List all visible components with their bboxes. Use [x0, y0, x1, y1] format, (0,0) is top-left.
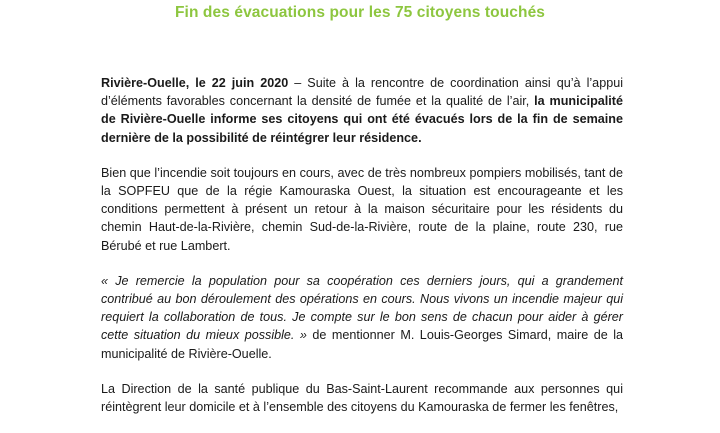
- quote-attribution: de mentionner M. Louis-Georges Simard, maire de la municipalité de Rivière-Ouelle.: [101, 328, 624, 361]
- paragraph-situation: Bien que l’incendie soit toujours en cours, avec de très nombreux pompiers mobilisés, tant de la SOPFEU que de la régie Kamouraska Ouest, la situation est encourageante et les conditions permettent à présent un retour à la maison sécuritaire pour les résidents du chemin Haut-de-la-Rivière, chemin Sud-de-la-Rivière, route de la plaine, route 230, rue Bérubé et rue Lambert.: [101, 165, 623, 253]
- dateline: Rivière-Ouelle, le 22 juin 2020: [101, 76, 289, 90]
- paragraph-intro: [101, 74, 623, 147]
- mayor-quote: « Je remercie la population pour sa coopération ces derniers jours, qui a grandement contribué au bon déroulement des opérations en cours. Nous vivons un incendie majeur qui requiert la collaboration de tous. Je compte sur le bon sens de chacun pour aider à gérer cette situation du mieux possible. »: [101, 273, 623, 343]
- paragraph-quote: [101, 272, 623, 363]
- document-title: Fin des évacuations pour les 75 citoyens touchés: [174, 4, 546, 21]
- intro-text: – Suite à la rencontre de coordination ainsi qu’à l’appui d’éléments favorables concernant la densité de fumée et la qualité de l’air,: [101, 76, 623, 109]
- document-body: [101, 74, 623, 433]
- paragraph-health-advice: La Direction de la santé publique du Bas-Saint-Laurent recommande aux personnes qui réintègrent leur domicile et à l’ensemble des citoyens du Kamouraska de fermer les fenêtres,: [101, 381, 623, 415]
- intro-bold-text: la municipalité de Rivière-Ouelle informe ses citoyens qui ont été évacués lors de la fin de semaine dernière de la possibilité de réintégrer leur résidence.: [101, 94, 624, 145]
